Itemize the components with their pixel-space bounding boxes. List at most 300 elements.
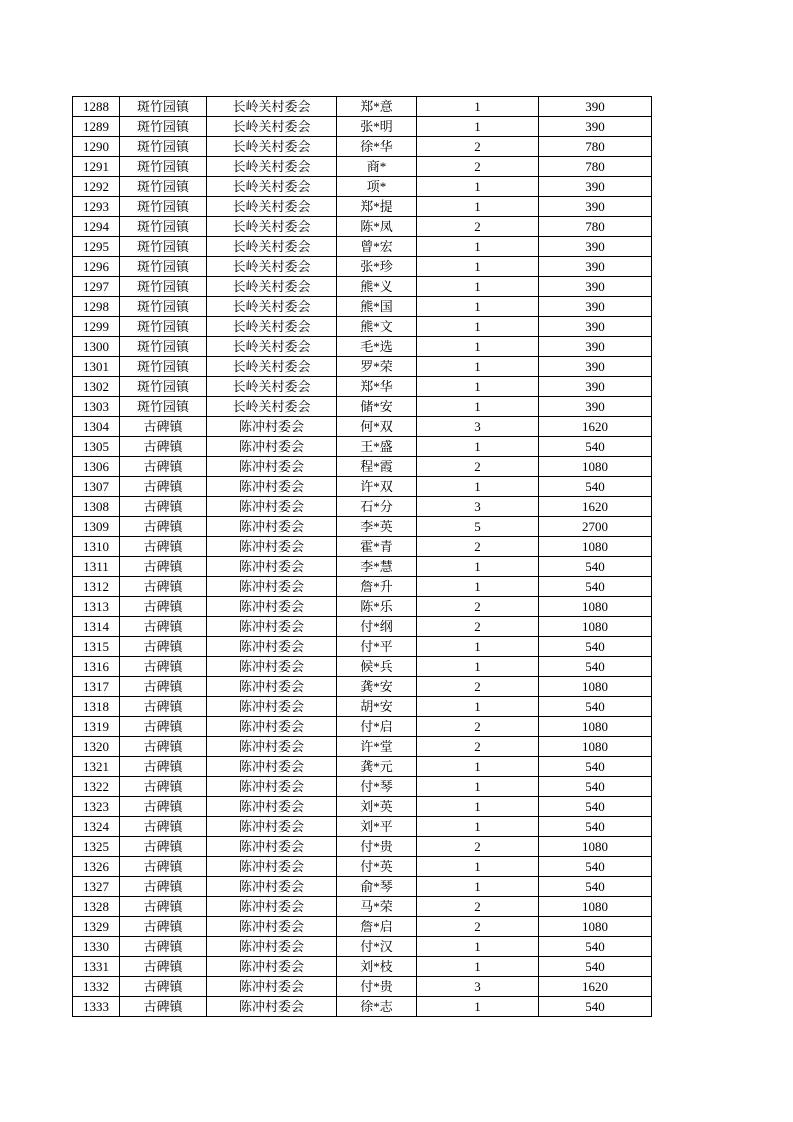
cell-town: 古碑镇 xyxy=(120,797,207,817)
cell-name: 曾*宏 xyxy=(337,237,417,257)
table-row xyxy=(73,617,652,637)
cell-village: 陈冲村委会 xyxy=(207,977,337,997)
cell-amount: 390 xyxy=(539,197,652,217)
table-row xyxy=(73,217,652,237)
cell-count: 3 xyxy=(417,417,539,437)
table-row xyxy=(73,937,652,957)
cell-row-number: 1289 xyxy=(73,117,120,137)
cell-row-number: 1308 xyxy=(73,497,120,517)
cell-amount: 540 xyxy=(539,657,652,677)
table-row xyxy=(73,517,652,537)
table-row xyxy=(73,877,652,897)
cell-count: 1 xyxy=(417,777,539,797)
cell-name: 付*贵 xyxy=(337,977,417,997)
cell-amount: 390 xyxy=(539,317,652,337)
table-row xyxy=(73,997,652,1017)
cell-town: 斑竹园镇 xyxy=(120,157,207,177)
cell-village: 陈冲村委会 xyxy=(207,937,337,957)
cell-village: 陈冲村委会 xyxy=(207,717,337,737)
cell-town: 古碑镇 xyxy=(120,597,207,617)
cell-town: 斑竹园镇 xyxy=(120,357,207,377)
cell-amount: 1620 xyxy=(539,417,652,437)
cell-amount: 1080 xyxy=(539,897,652,917)
cell-name: 石*分 xyxy=(337,497,417,517)
table-row xyxy=(73,237,652,257)
cell-name: 马*荣 xyxy=(337,897,417,917)
cell-town: 古碑镇 xyxy=(120,477,207,497)
cell-count: 1 xyxy=(417,377,539,397)
cell-town: 古碑镇 xyxy=(120,697,207,717)
table-row xyxy=(73,957,652,977)
cell-amount: 390 xyxy=(539,177,652,197)
cell-village: 陈冲村委会 xyxy=(207,757,337,777)
cell-count: 2 xyxy=(417,717,539,737)
table-row xyxy=(73,657,652,677)
cell-village: 陈冲村委会 xyxy=(207,677,337,697)
table-row xyxy=(73,717,652,737)
cell-town: 古碑镇 xyxy=(120,937,207,957)
table-row xyxy=(73,197,652,217)
cell-town: 斑竹园镇 xyxy=(120,197,207,217)
cell-village: 陈冲村委会 xyxy=(207,617,337,637)
table-row xyxy=(73,457,652,477)
cell-village: 陈冲村委会 xyxy=(207,877,337,897)
cell-count: 1 xyxy=(417,257,539,277)
cell-village: 长岭关村委会 xyxy=(207,257,337,277)
cell-village: 陈冲村委会 xyxy=(207,597,337,617)
cell-name: 陈*乐 xyxy=(337,597,417,617)
cell-count: 3 xyxy=(417,497,539,517)
cell-town: 古碑镇 xyxy=(120,497,207,517)
cell-village: 陈冲村委会 xyxy=(207,557,337,577)
cell-amount: 540 xyxy=(539,797,652,817)
table-row xyxy=(73,137,652,157)
cell-amount: 540 xyxy=(539,477,652,497)
cell-town: 古碑镇 xyxy=(120,957,207,977)
cell-row-number: 1321 xyxy=(73,757,120,777)
table-row xyxy=(73,797,652,817)
table-row xyxy=(73,157,652,177)
cell-village: 陈冲村委会 xyxy=(207,637,337,657)
cell-row-number: 1288 xyxy=(73,97,120,117)
cell-town: 古碑镇 xyxy=(120,777,207,797)
cell-amount: 540 xyxy=(539,777,652,797)
cell-amount: 390 xyxy=(539,357,652,377)
cell-count: 1 xyxy=(417,857,539,877)
cell-town: 斑竹园镇 xyxy=(120,97,207,117)
cell-town: 斑竹园镇 xyxy=(120,237,207,257)
cell-count: 1 xyxy=(417,957,539,977)
table-row xyxy=(73,757,652,777)
cell-row-number: 1300 xyxy=(73,337,120,357)
cell-amount: 390 xyxy=(539,377,652,397)
cell-name: 张*明 xyxy=(337,117,417,137)
cell-count: 1 xyxy=(417,477,539,497)
cell-amount: 1080 xyxy=(539,597,652,617)
cell-town: 古碑镇 xyxy=(120,897,207,917)
cell-name: 刘*英 xyxy=(337,797,417,817)
cell-name: 张*珍 xyxy=(337,257,417,277)
table-row xyxy=(73,97,652,117)
table-row xyxy=(73,897,652,917)
cell-village: 陈冲村委会 xyxy=(207,957,337,977)
cell-village: 陈冲村委会 xyxy=(207,777,337,797)
cell-name: 詹*升 xyxy=(337,577,417,597)
cell-amount: 540 xyxy=(539,857,652,877)
cell-amount: 390 xyxy=(539,97,652,117)
cell-row-number: 1297 xyxy=(73,277,120,297)
cell-count: 1 xyxy=(417,357,539,377)
cell-row-number: 1299 xyxy=(73,317,120,337)
cell-amount: 540 xyxy=(539,957,652,977)
cell-row-number: 1329 xyxy=(73,917,120,937)
cell-amount: 540 xyxy=(539,577,652,597)
cell-count: 2 xyxy=(417,897,539,917)
cell-count: 1 xyxy=(417,757,539,777)
cell-count: 2 xyxy=(417,537,539,557)
cell-name: 毛*选 xyxy=(337,337,417,357)
cell-town: 斑竹园镇 xyxy=(120,317,207,337)
cell-count: 1 xyxy=(417,337,539,357)
cell-count: 2 xyxy=(417,737,539,757)
cell-village: 陈冲村委会 xyxy=(207,437,337,457)
cell-village: 陈冲村委会 xyxy=(207,737,337,757)
cell-count: 1 xyxy=(417,937,539,957)
table-row xyxy=(73,377,652,397)
table-row xyxy=(73,477,652,497)
cell-row-number: 1303 xyxy=(73,397,120,417)
cell-name: 李*慧 xyxy=(337,557,417,577)
cell-amount: 1080 xyxy=(539,837,652,857)
cell-village: 长岭关村委会 xyxy=(207,377,337,397)
cell-name: 李*英 xyxy=(337,517,417,537)
cell-row-number: 1298 xyxy=(73,297,120,317)
cell-amount: 1620 xyxy=(539,977,652,997)
table-row xyxy=(73,537,652,557)
roster-body xyxy=(73,97,652,1017)
cell-amount: 390 xyxy=(539,257,652,277)
cell-amount: 780 xyxy=(539,137,652,157)
cell-count: 2 xyxy=(417,157,539,177)
table-row xyxy=(73,917,652,937)
cell-count: 1 xyxy=(417,657,539,677)
cell-row-number: 1327 xyxy=(73,877,120,897)
cell-village: 长岭关村委会 xyxy=(207,97,337,117)
cell-name: 徐*志 xyxy=(337,997,417,1017)
cell-town: 古碑镇 xyxy=(120,917,207,937)
table-row xyxy=(73,497,652,517)
cell-amount: 1080 xyxy=(539,917,652,937)
cell-name: 何*双 xyxy=(337,417,417,437)
cell-count: 2 xyxy=(417,457,539,477)
cell-name: 郑*提 xyxy=(337,197,417,217)
cell-town: 斑竹园镇 xyxy=(120,297,207,317)
cell-amount: 540 xyxy=(539,697,652,717)
cell-village: 陈冲村委会 xyxy=(207,797,337,817)
cell-village: 长岭关村委会 xyxy=(207,117,337,137)
cell-count: 2 xyxy=(417,137,539,157)
cell-count: 1 xyxy=(417,177,539,197)
cell-name: 王*盛 xyxy=(337,437,417,457)
cell-amount: 540 xyxy=(539,637,652,657)
cell-town: 古碑镇 xyxy=(120,997,207,1017)
cell-row-number: 1295 xyxy=(73,237,120,257)
cell-village: 陈冲村委会 xyxy=(207,577,337,597)
table-row xyxy=(73,277,652,297)
cell-name: 陈*凤 xyxy=(337,217,417,237)
cell-town: 古碑镇 xyxy=(120,657,207,677)
cell-town: 古碑镇 xyxy=(120,517,207,537)
table-row xyxy=(73,857,652,877)
cell-name: 付*平 xyxy=(337,637,417,657)
cell-row-number: 1325 xyxy=(73,837,120,857)
cell-count: 2 xyxy=(417,217,539,237)
table-row xyxy=(73,837,652,857)
cell-name: 付*琴 xyxy=(337,777,417,797)
cell-town: 斑竹园镇 xyxy=(120,277,207,297)
cell-count: 2 xyxy=(417,677,539,697)
table-row xyxy=(73,177,652,197)
cell-row-number: 1322 xyxy=(73,777,120,797)
cell-village: 陈冲村委会 xyxy=(207,457,337,477)
cell-row-number: 1302 xyxy=(73,377,120,397)
cell-row-number: 1318 xyxy=(73,697,120,717)
cell-village: 长岭关村委会 xyxy=(207,297,337,317)
cell-amount: 1080 xyxy=(539,717,652,737)
cell-town: 古碑镇 xyxy=(120,977,207,997)
cell-town: 古碑镇 xyxy=(120,557,207,577)
cell-village: 陈冲村委会 xyxy=(207,697,337,717)
table-row xyxy=(73,117,652,137)
cell-name: 程*霞 xyxy=(337,457,417,477)
cell-count: 1 xyxy=(417,237,539,257)
cell-village: 陈冲村委会 xyxy=(207,477,337,497)
cell-count: 1 xyxy=(417,297,539,317)
table-row xyxy=(73,597,652,617)
cell-name: 龚*元 xyxy=(337,757,417,777)
roster-table xyxy=(72,96,652,1017)
cell-row-number: 1291 xyxy=(73,157,120,177)
cell-village: 陈冲村委会 xyxy=(207,897,337,917)
cell-town: 古碑镇 xyxy=(120,437,207,457)
cell-town: 古碑镇 xyxy=(120,637,207,657)
cell-count: 1 xyxy=(417,997,539,1017)
cell-count: 1 xyxy=(417,197,539,217)
cell-village: 陈冲村委会 xyxy=(207,817,337,837)
table-row xyxy=(73,817,652,837)
cell-town: 古碑镇 xyxy=(120,537,207,557)
cell-count: 1 xyxy=(417,117,539,137)
cell-amount: 390 xyxy=(539,277,652,297)
cell-name: 刘*枝 xyxy=(337,957,417,977)
cell-row-number: 1315 xyxy=(73,637,120,657)
cell-row-number: 1292 xyxy=(73,177,120,197)
cell-amount: 2700 xyxy=(539,517,652,537)
cell-amount: 1080 xyxy=(539,737,652,757)
cell-name: 詹*启 xyxy=(337,917,417,937)
table-row xyxy=(73,697,652,717)
cell-amount: 540 xyxy=(539,437,652,457)
cell-amount: 780 xyxy=(539,157,652,177)
cell-village: 陈冲村委会 xyxy=(207,997,337,1017)
cell-name: 罗*荣 xyxy=(337,357,417,377)
cell-name: 俞*琴 xyxy=(337,877,417,897)
cell-row-number: 1320 xyxy=(73,737,120,757)
cell-row-number: 1310 xyxy=(73,537,120,557)
cell-town: 斑竹园镇 xyxy=(120,397,207,417)
cell-count: 1 xyxy=(417,277,539,297)
cell-name: 商* xyxy=(337,157,417,177)
cell-town: 斑竹园镇 xyxy=(120,257,207,277)
cell-town: 古碑镇 xyxy=(120,717,207,737)
cell-town: 斑竹园镇 xyxy=(120,337,207,357)
cell-town: 古碑镇 xyxy=(120,577,207,597)
cell-name: 候*兵 xyxy=(337,657,417,677)
table-row xyxy=(73,337,652,357)
cell-row-number: 1323 xyxy=(73,797,120,817)
cell-name: 龚*安 xyxy=(337,677,417,697)
cell-name: 熊*义 xyxy=(337,277,417,297)
cell-village: 长岭关村委会 xyxy=(207,397,337,417)
cell-name: 熊*文 xyxy=(337,317,417,337)
cell-name: 付*汉 xyxy=(337,937,417,957)
cell-name: 徐*华 xyxy=(337,137,417,157)
cell-count: 2 xyxy=(417,617,539,637)
cell-village: 陈冲村委会 xyxy=(207,837,337,857)
cell-amount: 1620 xyxy=(539,497,652,517)
cell-name: 付*启 xyxy=(337,717,417,737)
cell-count: 5 xyxy=(417,517,539,537)
cell-count: 1 xyxy=(417,397,539,417)
cell-village: 长岭关村委会 xyxy=(207,237,337,257)
cell-amount: 540 xyxy=(539,757,652,777)
table-row xyxy=(73,577,652,597)
cell-town: 古碑镇 xyxy=(120,817,207,837)
cell-town: 古碑镇 xyxy=(120,877,207,897)
cell-row-number: 1305 xyxy=(73,437,120,457)
cell-village: 长岭关村委会 xyxy=(207,357,337,377)
table-row xyxy=(73,317,652,337)
table-row xyxy=(73,417,652,437)
cell-name: 储*安 xyxy=(337,397,417,417)
cell-row-number: 1304 xyxy=(73,417,120,437)
cell-count: 2 xyxy=(417,917,539,937)
cell-count: 2 xyxy=(417,837,539,857)
cell-amount: 540 xyxy=(539,817,652,837)
cell-name: 付*英 xyxy=(337,857,417,877)
cell-name: 项* xyxy=(337,177,417,197)
cell-name: 熊*国 xyxy=(337,297,417,317)
cell-town: 斑竹园镇 xyxy=(120,377,207,397)
cell-count: 1 xyxy=(417,697,539,717)
cell-town: 斑竹园镇 xyxy=(120,137,207,157)
table-row xyxy=(73,677,652,697)
cell-row-number: 1312 xyxy=(73,577,120,597)
cell-village: 陈冲村委会 xyxy=(207,497,337,517)
cell-row-number: 1314 xyxy=(73,617,120,637)
cell-town: 古碑镇 xyxy=(120,757,207,777)
cell-name: 刘*平 xyxy=(337,817,417,837)
cell-count: 1 xyxy=(417,877,539,897)
cell-village: 长岭关村委会 xyxy=(207,157,337,177)
cell-town: 古碑镇 xyxy=(120,417,207,437)
cell-amount: 1080 xyxy=(539,617,652,637)
cell-amount: 390 xyxy=(539,337,652,357)
table-row xyxy=(73,397,652,417)
cell-village: 长岭关村委会 xyxy=(207,337,337,357)
cell-amount: 390 xyxy=(539,237,652,257)
table-row xyxy=(73,977,652,997)
cell-count: 3 xyxy=(417,977,539,997)
cell-town: 古碑镇 xyxy=(120,837,207,857)
cell-name: 郑*意 xyxy=(337,97,417,117)
table-row xyxy=(73,297,652,317)
cell-row-number: 1306 xyxy=(73,457,120,477)
cell-row-number: 1293 xyxy=(73,197,120,217)
cell-name: 许*双 xyxy=(337,477,417,497)
cell-row-number: 1326 xyxy=(73,857,120,877)
cell-row-number: 1319 xyxy=(73,717,120,737)
cell-town: 斑竹园镇 xyxy=(120,117,207,137)
cell-row-number: 1330 xyxy=(73,937,120,957)
cell-village: 长岭关村委会 xyxy=(207,217,337,237)
cell-village: 陈冲村委会 xyxy=(207,917,337,937)
cell-name: 付*贵 xyxy=(337,837,417,857)
cell-count: 1 xyxy=(417,557,539,577)
cell-row-number: 1309 xyxy=(73,517,120,537)
cell-village: 陈冲村委会 xyxy=(207,857,337,877)
cell-town: 古碑镇 xyxy=(120,737,207,757)
cell-count: 1 xyxy=(417,637,539,657)
cell-town: 古碑镇 xyxy=(120,677,207,697)
cell-row-number: 1301 xyxy=(73,357,120,377)
cell-row-number: 1311 xyxy=(73,557,120,577)
cell-name: 郑*华 xyxy=(337,377,417,397)
cell-name: 许*堂 xyxy=(337,737,417,757)
cell-count: 1 xyxy=(417,317,539,337)
cell-town: 斑竹园镇 xyxy=(120,177,207,197)
cell-count: 1 xyxy=(417,577,539,597)
cell-row-number: 1316 xyxy=(73,657,120,677)
table-row xyxy=(73,357,652,377)
cell-village: 陈冲村委会 xyxy=(207,417,337,437)
cell-village: 陈冲村委会 xyxy=(207,657,337,677)
cell-row-number: 1290 xyxy=(73,137,120,157)
cell-row-number: 1296 xyxy=(73,257,120,277)
cell-village: 陈冲村委会 xyxy=(207,537,337,557)
cell-village: 长岭关村委会 xyxy=(207,177,337,197)
cell-amount: 390 xyxy=(539,397,652,417)
cell-town: 古碑镇 xyxy=(120,617,207,637)
cell-name: 胡*安 xyxy=(337,697,417,717)
cell-village: 长岭关村委会 xyxy=(207,197,337,217)
cell-village: 陈冲村委会 xyxy=(207,517,337,537)
cell-town: 斑竹园镇 xyxy=(120,217,207,237)
cell-row-number: 1324 xyxy=(73,817,120,837)
cell-amount: 1080 xyxy=(539,677,652,697)
cell-amount: 540 xyxy=(539,997,652,1017)
cell-row-number: 1333 xyxy=(73,997,120,1017)
cell-name: 付*纲 xyxy=(337,617,417,637)
cell-count: 1 xyxy=(417,817,539,837)
cell-row-number: 1307 xyxy=(73,477,120,497)
table-row xyxy=(73,777,652,797)
cell-village: 长岭关村委会 xyxy=(207,317,337,337)
cell-village: 长岭关村委会 xyxy=(207,277,337,297)
table-row xyxy=(73,437,652,457)
cell-amount: 540 xyxy=(539,557,652,577)
cell-row-number: 1328 xyxy=(73,897,120,917)
